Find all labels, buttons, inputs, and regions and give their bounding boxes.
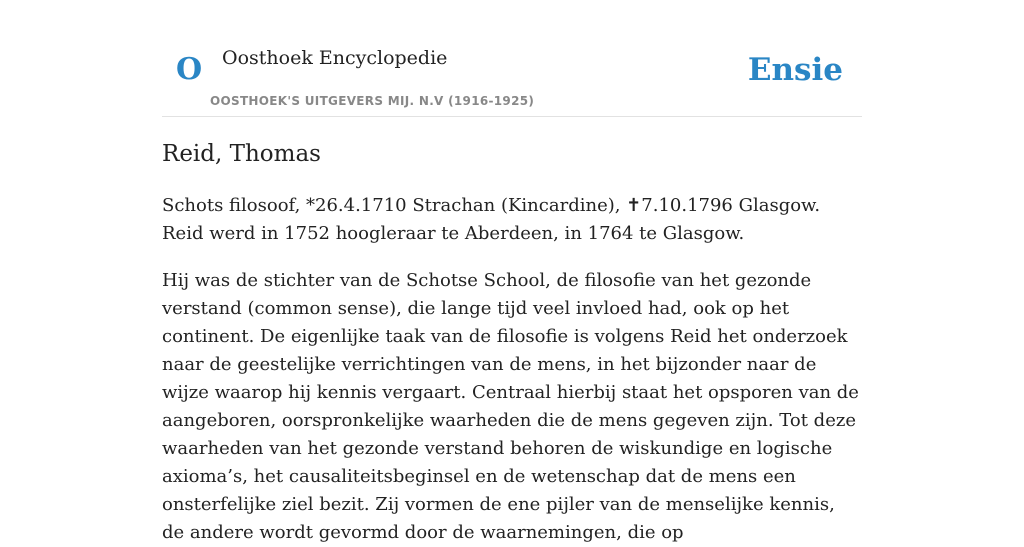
ensie-logo-link[interactable]: Ensie	[747, 52, 843, 88]
site-title[interactable]: Oosthoek Encyclopedie	[222, 47, 448, 69]
article-title: Reid, Thomas	[162, 141, 321, 167]
publisher-subtitle: OOSTHOEK'S UITGEVERS MIJ. N.V (1916-1925)	[210, 94, 535, 108]
logo-letter[interactable]: O	[176, 52, 203, 87]
site-header	[162, 0, 862, 117]
article-paragraph-1: Schots filosoof, *26.4.1710 Strachan (Kincardine), ✝7.10.1796 Glasgow. Reid werd in 1752 hoogleraar te Aberdeen, in 1764 te Glasgow.	[162, 195, 821, 244]
article-paragraph-2: Hij was de stichter van de Schotse School, de filosofie van het gezonde verstand (common sense), die lange tijd veel invloed had, ook op het continent. De eigenlijke taak van de filosofie is volgens Reid het onderzoek naar de geestelijke verrichtingen van de mens, in het bijzonder naar de wijze waarop hij kennis vergaart. Centraal hierbij staat het opsporen van de aangeboren, oorspronkelijke waarheden die de mens gegeven zijn. Tot deze waarheden van het gezonde verstand behoren de wiskundige en logische axioma’s, het causaliteitsbeginsel en de wetenschap dat de mens een onsterfelijke ziel bezit. Zij vormen de ene pijler van de menselijke kennis, de andere wordt gevormd door de waarnemingen, die op	[162, 270, 859, 543]
